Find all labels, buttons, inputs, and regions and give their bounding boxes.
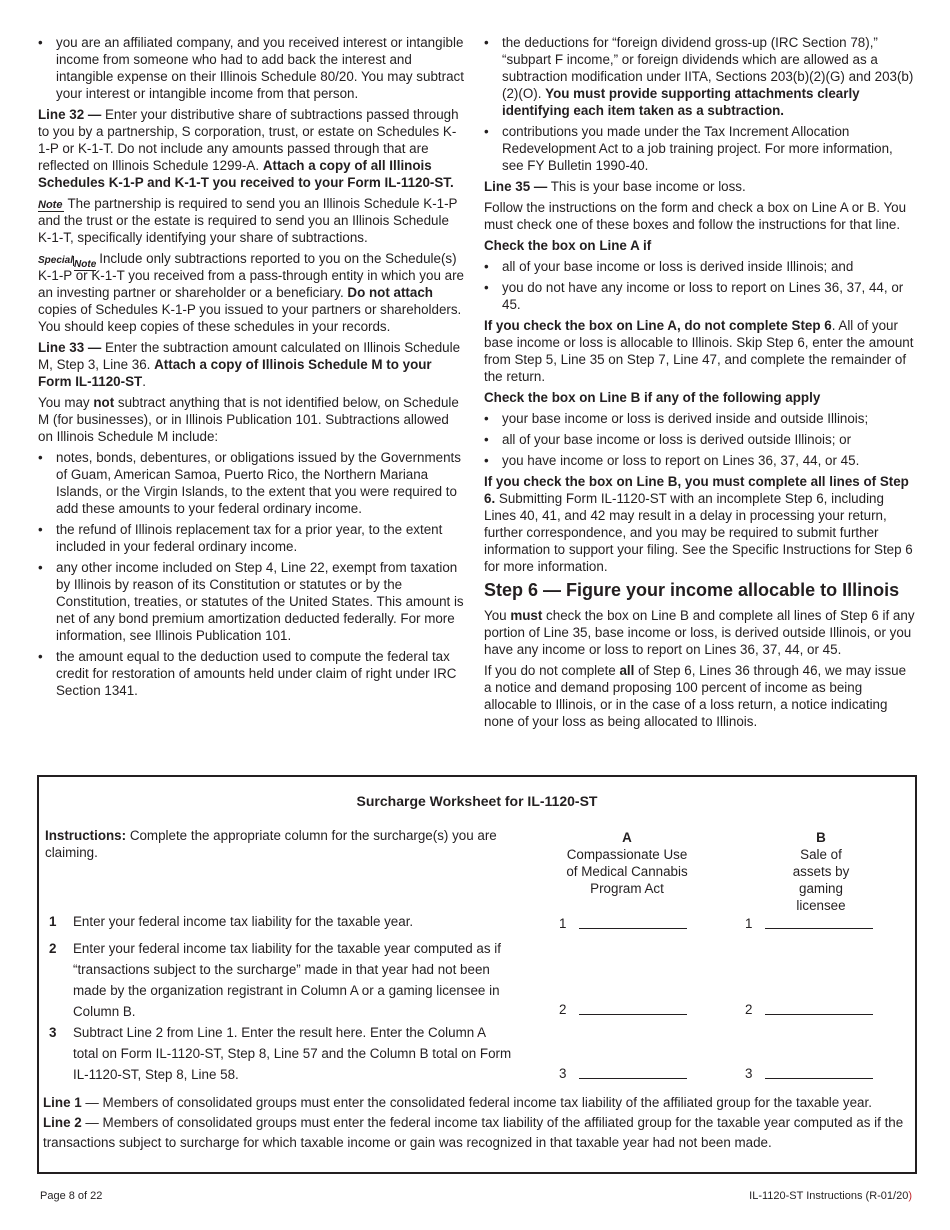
bullet-item [484, 279, 916, 313]
column-b-label: Sale of assets by gaming licensee [792, 847, 850, 913]
text-segment: copies of Schedules K-1-P you issued to your partners or shareholders. You should keep copies of these schedules in your records. [38, 302, 462, 334]
worksheet-notes [43, 1093, 909, 1153]
text-segment: You must provide supporting attachments clearly identifying each item taken as a subtraction. [502, 86, 860, 118]
note-text: — Members of consolidated groups must enter the federal income tax liability of the affiliated group for the taxable year computed as if the transactions subject to surcharge for which taxable income or gain was recognized in that taxable year had not been made. [43, 1115, 904, 1150]
worksheet-instructions [45, 827, 505, 861]
column-a-header [547, 829, 707, 897]
text-segment: You may [38, 395, 94, 410]
bullet-item [484, 452, 916, 469]
bullet-item [38, 449, 464, 517]
text-segment: Line 35 — [484, 179, 548, 194]
special-note-icon [38, 255, 97, 270]
text-segment: you do not have any income or loss to report on Lines 36, 37, 44, or 45. [502, 280, 904, 312]
left-column [38, 34, 464, 703]
text-segment: the refund of Illinois replacement tax for a prior year, to the extent included in your federal ordinary income. [56, 522, 443, 554]
line-2-note [43, 1113, 909, 1153]
subheading [484, 389, 916, 406]
column-b-header [741, 829, 901, 914]
section-heading [484, 579, 916, 601]
worksheet-title: Surcharge Worksheet for IL-1120-ST [356, 793, 598, 809]
text-segment: you have income or loss to report on Lines 36, 37, 44, or 45. [502, 453, 860, 468]
bullet-item [484, 34, 916, 119]
text-segment: Include only subtractions reported to you on the Schedule(s) K-1-P or K-1-T you received from a pass-through entity in which you are an investing partner or shareholder or a beneficiary. [38, 251, 464, 300]
text-segment: Enter your distributive share of subtractions passed through to you by a partnership, S corporation, trust, or estate on Schedules K-1-P or K-1-T. Do not include any amounts passed through that are reflected on Illinois Schedule 1299-A. [38, 107, 459, 173]
subheading [484, 237, 916, 254]
text-segment: you are an affiliated company, and you received interest or intangible income from someone who had to add back the interest and intangible expense on their Illinois Schedule 80/20. You may subtract your interest or intangible income from that person. [56, 35, 464, 101]
line-number: 1 [745, 916, 753, 931]
column-a-label: Compassionate Use of Medical Cannabis Program Act [566, 847, 688, 896]
bullet-item [38, 34, 464, 102]
paragraph [38, 106, 464, 191]
text-segment: If you do not complete [484, 663, 620, 678]
paragraph [38, 339, 464, 390]
paragraph [484, 178, 916, 195]
text-segment: . All of your base income or loss is allocable to Illinois. Skip Step 6, enter the amount from Step 5, Line 35 on Step 7, Line 47, and complete the remainder of the return. [484, 318, 914, 384]
paragraph [484, 199, 916, 233]
text-segment: all [619, 663, 635, 678]
line-number: 1 [559, 916, 567, 931]
text-segment: check the box on Line B and complete all lines of Step 6 if any portion of Line 35, base income or loss, is derived outside Illinois, or you have any income or loss to report on Lines 36, 37, 44, or 45. [484, 608, 915, 657]
text-segment: notes, bonds, debentures, or obligations issued by the Governments of Guam, American Samoa, Puerto Rico, the Northern Mariana Islands, or the Virgin Islands, to the extent that you were required to add these amounts to your federal ordinary income. [56, 450, 461, 516]
instructions-label: Instructions: [45, 828, 127, 843]
line-number: 3 [745, 1066, 753, 1081]
text-segment: your base income or loss is derived inside and outside Illinois; [502, 411, 869, 426]
text-segment: Check the box on Line A if [484, 238, 652, 253]
text-segment: the amount equal to the deduction used to compute the federal tax credit for restoration of amounts held under claim of right under IRC Section 1341. [56, 649, 457, 698]
bullet-item [38, 521, 464, 555]
row-text: Subtract Line 2 from Line 1. Enter the result here. Enter the Column A total on Form IL-1120-ST, Step 8, Line 57 and the Column B total on Form IL-1120-ST, Step 8, Line 58. [73, 1025, 512, 1082]
text-segment: The partnership is required to send you an Illinois Schedule K-1-P and the trust or the estate is required to send you an Illinois Schedule K-1-T, specifically identifying your share of subtractions. [38, 196, 458, 245]
note-label: Line 2 [43, 1115, 82, 1130]
text-segment: Attach a copy of Illinois Schedule M to your Form IL-1120-ST [38, 357, 432, 389]
text-segment: must [510, 608, 543, 623]
note-label: Line 1 [43, 1095, 82, 1110]
text-segment: If you check the box on Line B, you must complete all lines of Step 6. [484, 474, 909, 506]
special-note-paragraph [38, 250, 464, 335]
text-segment: Follow the instructions on the form and check a box on Line A or B. You must check one of these boxes and follow the instructions for that line. [484, 200, 907, 232]
paragraph [484, 607, 916, 658]
paragraph [484, 662, 916, 730]
row-text: Enter your federal income tax liability for the taxable year. [73, 914, 414, 929]
paragraph [484, 473, 916, 575]
line-1-note [43, 1093, 909, 1113]
text-segment: all of your base income or loss is derived inside Illinois; and [502, 259, 854, 274]
line-number: 3 [559, 1066, 567, 1081]
right-column [484, 34, 916, 734]
bullet-item [484, 123, 916, 174]
form-id-text: IL-1120-ST Instructions (R-01/20 [749, 1190, 909, 1202]
surcharge-worksheet [37, 775, 917, 1174]
note-icon: Note [38, 199, 63, 211]
bullet-item [38, 648, 464, 699]
text-segment: Enter the subtraction amount calculated on Illinois Schedule M, Step 3, Line 36. [38, 340, 461, 372]
form-id-end: ) [908, 1190, 912, 1202]
text-segment: contributions you made under the Tax Increment Allocation Redevelopment Act to a job training project. For more information, see FY Bulletin 1990-40. [502, 124, 893, 173]
text-segment: Attach a copy of all Illinois Schedules K-1-P and K-1-T you received to your Form IL-1120-ST. [38, 158, 454, 190]
bullet-item [38, 559, 464, 644]
text-segment: subtract anything that is not identified below, on Schedule M (for businesses), or in Illinois Publication 101. Subtractions allowed on Illinois Schedule M include: [38, 395, 459, 444]
bullet-item [484, 410, 916, 427]
text-segment: Step 6 — Figure your income allocable to Illinois [484, 580, 900, 600]
text-segment: Line 33 — [38, 340, 102, 355]
line-number: 2 [559, 1002, 567, 1017]
text-segment: the deductions for “foreign dividend gross-up (IRC Section 78),” “subpart F income,” or foreign dividends which are allowed as a subtraction modification under IITA, Sections 203(b)(2)(G) and 203(b)(2)(O). [502, 35, 914, 101]
row-text: Enter your federal income tax liability for the taxable year computed as if “transactions subject to the surcharge” made in that year had not been made by the organization registrant in Column A or a gaming licensee in Column B. [73, 941, 501, 1019]
text-segment: all of your base income or loss is derived outside Illinois; or [502, 432, 852, 447]
paragraph [38, 394, 464, 445]
text-segment: Line 32 — [38, 107, 102, 122]
text-segment: Submitting Form IL-1120-ST with an incomplete Step 6, including Lines 40, 41, and 42 may result in a delay in processing your return, further correspondence, and you may be required to submit further information to support your filing. See the Specific Instructions for Step 6 for more information. [484, 491, 913, 574]
text-segment: of Step 6, Lines 36 through 46, we may issue a notice and demand proposing 100 percent of income as being allocable to Illinois, or in the case of a loss return, a notice indicating none of your loss as being allocated to Illinois. [484, 663, 907, 729]
row-number: 1 [49, 914, 57, 929]
text-segment: You [484, 608, 511, 623]
note-paragraph [38, 195, 464, 246]
bullet-item [484, 258, 916, 275]
text-segment: Check the box on Line B if any of the following apply [484, 390, 821, 405]
bullet-item [484, 431, 916, 448]
page-number: Page 8 of 22 [40, 1190, 103, 1202]
note-text: — Members of consolidated groups must enter the consolidated federal income tax liability of the affiliated group for the taxable year. [81, 1095, 872, 1110]
text-segment: If you check the box on Line A, do not complete Step 6 [484, 318, 832, 333]
icon-word: Special [38, 255, 74, 266]
row-number: 3 [49, 1025, 57, 1040]
column-b-letter: B [816, 830, 826, 845]
instructions-text: Complete the appropriate column for the surcharge(s) you are claiming. [45, 828, 497, 860]
form-id [749, 1188, 912, 1205]
text-segment: Do not attach [347, 285, 433, 300]
paragraph [484, 317, 916, 385]
icon-word: Note [74, 259, 97, 270]
column-a-letter: A [622, 830, 632, 845]
text-segment: any other income included on Step 4, Line 22, exempt from taxation by Illinois by reason of its Constitution or statutes or by the Constitution, treaties, or statutes of the United States. This amount is net of any bond premium amortization deducted federally. For more information, see Illinois Publication 101. [56, 560, 464, 643]
line-number: 2 [745, 1002, 753, 1017]
text-segment: . [142, 374, 146, 389]
text-segment: not [93, 395, 115, 410]
row-number: 2 [49, 941, 57, 956]
text-segment: This is your base income or loss. [547, 179, 746, 194]
